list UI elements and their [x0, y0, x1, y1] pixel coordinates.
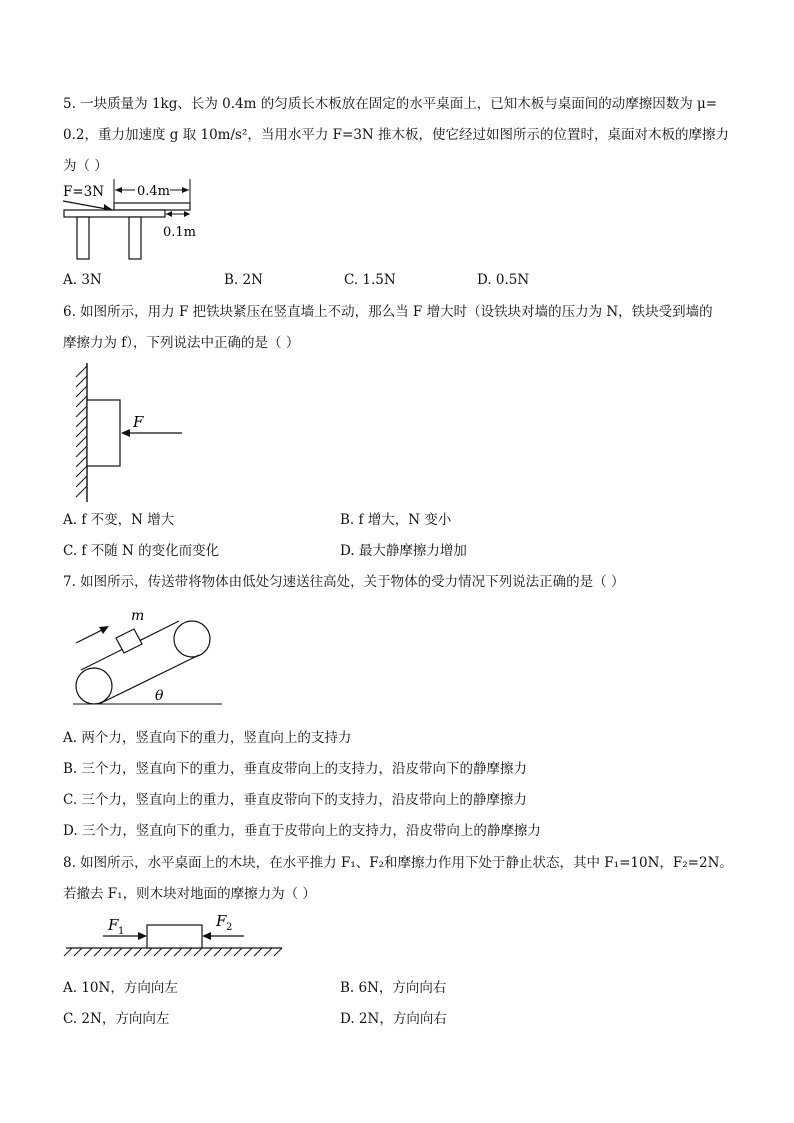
q5-overhang-label: 0.1m — [163, 225, 197, 240]
q7-option-c[interactable]: C. 三个力，竖直向上的重力，垂直皮带向下的支持力，沿皮带向上的静摩擦力 — [63, 792, 527, 808]
q5-option-d[interactable]: D. 0.5N — [477, 272, 530, 288]
q8-option-c[interactable]: C. 2N，方向向左 — [63, 1011, 170, 1027]
q8-f1-arrowhead — [138, 932, 147, 940]
q8-f1-subscript: 1 — [118, 926, 125, 937]
q8-stem-line-2: 若撤去 F₁，则木块对地面的摩擦力为（ ） — [63, 886, 316, 902]
q5-force-label: F=3N — [63, 184, 105, 200]
q6-option-c[interactable]: C. f 不随 N 的变化而变化 — [63, 543, 220, 559]
q7-option-a[interactable]: A. 两个力，竖直向下的重力，竖直向上的支持力 — [63, 730, 352, 746]
q5-option-b[interactable]: B. 2N — [224, 272, 263, 288]
q8-stem-line-1: 8. 如图所示，水平桌面上的木块，在水平推力 F₁、F₂和摩擦力作用下处于静止状态，其中 F₁=10N，F₂=2N。 — [63, 855, 733, 871]
q7-option-b[interactable]: B. 三个力，竖直向下的重力，垂直皮带向上的支持力，沿皮带向下的静摩擦力 — [63, 761, 528, 777]
q5-length-label: 0.4m — [137, 184, 171, 199]
q8-f2-arrowhead — [202, 932, 211, 940]
q8-option-d[interactable]: D. 2N，方向向右 — [340, 1011, 447, 1027]
q8-f1-label: F — [108, 916, 119, 934]
q7-stem-line-1: 7. 如图所示，传送带将物体由低处匀速送往高处，关于物体的受力情况下列说法正确的是（ ） — [63, 574, 625, 590]
q8-f2-subscript: 2 — [226, 922, 233, 933]
q6-option-a[interactable]: A. f 不变，N 增大 — [63, 512, 175, 528]
q6-option-b[interactable]: B. f 增大，N 变小 — [340, 512, 452, 528]
q8-f2-label: F — [216, 912, 227, 930]
q6-stem-line-1: 6. 如图所示，用力 F 把铁块紧压在竖直墙上不动，那么当 F 增大时（设铁块对墙的压力为 N，铁块受到墙的 — [63, 304, 713, 320]
q5-option-a[interactable]: A. 3N — [63, 272, 102, 288]
q8-option-b[interactable]: B. 6N，方向向右 — [340, 980, 447, 996]
q6-option-d[interactable]: D. 最大静摩擦力增加 — [340, 543, 467, 559]
q7-mass-label: m — [131, 608, 145, 624]
q5-stem-line-2: 0.2，重力加速度 g 取 10m/s²，当用水平力 F=3N 推木板，使它经过如图所示的位置时，桌面对木板的摩擦力 — [63, 127, 730, 143]
q6-force-label: F — [133, 413, 144, 431]
q6-stem-line-2: 摩擦力为 f），下列说法中正确的是（ ） — [63, 335, 300, 351]
q7-option-d[interactable]: D. 三个力，竖直向下的重力，垂直于皮带向上的支持力，沿皮带向上的静摩擦力 — [63, 823, 541, 839]
q8-wooden-block — [147, 925, 202, 948]
q8-ground-hatching — [64, 948, 282, 956]
q7-angle-label: θ — [155, 688, 164, 704]
q5-stem-line-1: 5. 一块质量为 1kg、长为 0.4m 的匀质长木板放在固定的水平桌面上，已知木板与桌面间的动摩擦因数为 μ= — [63, 96, 718, 112]
q5-stem-line-3: 为（ ） — [63, 158, 108, 174]
q8-option-a[interactable]: A. 10N，方向向左 — [63, 980, 178, 996]
q5-option-c[interactable]: C. 1.5N — [344, 272, 396, 288]
